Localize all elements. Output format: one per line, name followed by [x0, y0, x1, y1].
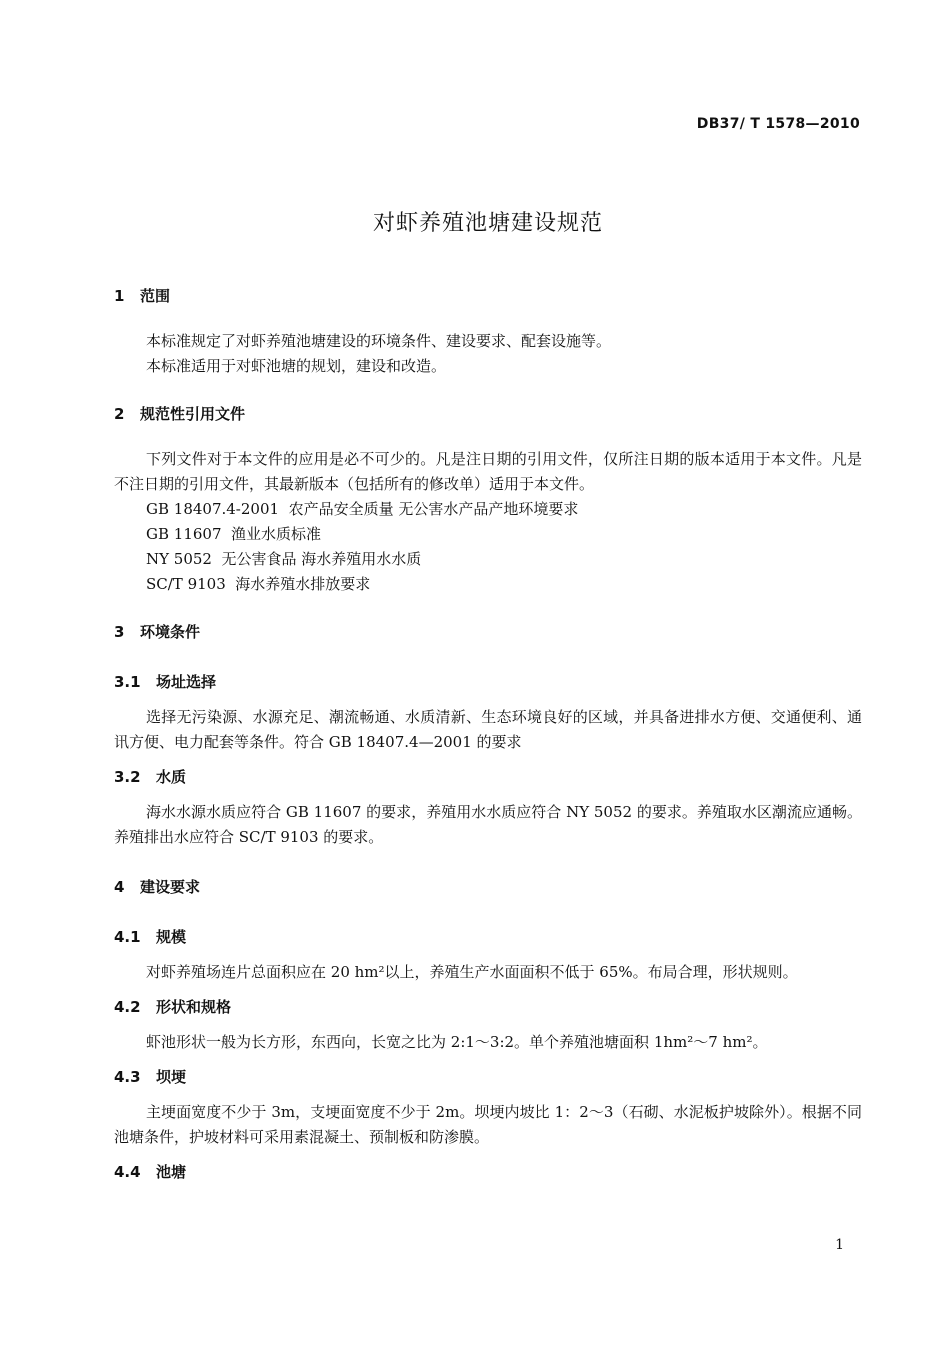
reference-item: GB 18407.4-2001 农产品安全质量 无公害水产品产地环境要求	[146, 500, 579, 518]
section-title: 环境条件	[140, 623, 201, 641]
subsection-heading-4-1	[114, 925, 862, 949]
paragraph: 虾池形状一般为长方形，东西向，长宽之比为 2:1～3:2。单个养殖池塘面积 1hm²～7 hm²。	[146, 1033, 768, 1051]
section-heading-4	[114, 875, 862, 899]
reference-item: NY 5052 无公害食品 海水养殖用水水质	[146, 550, 422, 568]
document-title: 对虾养殖池塘建设规范	[372, 211, 603, 236]
subsection-heading-4-2	[114, 995, 862, 1019]
subsection-heading-4-4	[114, 1160, 862, 1184]
reference-item: GB 11607 渔业水质标准	[146, 525, 322, 543]
subsection-title: 坝埂	[156, 1068, 187, 1086]
subsection-heading-3-1	[114, 670, 862, 694]
subsection-number: 4.3	[114, 1068, 141, 1086]
paragraph: 本标准适用于对虾池塘的规划，建设和改造。	[146, 357, 447, 375]
subsection-heading-3-2	[114, 765, 862, 789]
section-number: 1	[114, 287, 125, 305]
reference-item: SC/T 9103 海水养殖水排放要求	[146, 575, 371, 593]
section-title: 建设要求	[140, 878, 201, 896]
paragraph: 下列文件对于本文件的应用是必不可少的。凡是注日期的引用文件，仅所注日期的版本适用于本文件。凡是不注日期的引用文件，其最新版本（包括所有的修改单）适用于本文件。	[114, 450, 862, 493]
subsection-number: 4.1	[114, 928, 141, 946]
paragraph: 本标准规定了对虾养殖池塘建设的环境条件、建设要求、配套设施等。	[146, 332, 612, 350]
section-number: 2	[114, 405, 125, 423]
section-title: 范围	[140, 287, 171, 305]
subsection-title: 形状和规格	[156, 998, 232, 1016]
section-number: 4	[114, 878, 125, 896]
subsection-title: 规模	[156, 928, 187, 946]
subsection-number: 3.2	[114, 768, 141, 786]
section-heading-3	[114, 620, 862, 644]
paragraph: 主埂面宽度不少于 3m，支埂面宽度不少于 2m。坝埂内坡比 1：2～3（石砌、水泥板护坡除外）。根据不同池塘条件，护坡材料可采用素混凝土、预制板和防渗膜。	[114, 1103, 862, 1146]
section-heading-1	[114, 284, 862, 308]
paragraph: 海水水源水质应符合 GB 11607 的要求，养殖用水水质应符合 NY 5052 的要求。养殖取水区潮流应通畅。养殖排出水应符合 SC/T 9103 的要求。	[114, 803, 862, 846]
subsection-heading-4-3	[114, 1065, 862, 1089]
document-code: DB37/ T 1578—2010	[696, 116, 860, 132]
paragraph: 对虾养殖场连片总面积应在 20 hm²以上，养殖生产水面面积不低于 65%。布局合理，形状规则。	[146, 963, 798, 981]
section-title: 规范性引用文件	[140, 405, 246, 423]
paragraph: 选择无污染源、水源充足、潮流畅通、水质清新、生态环境良好的区域，并具备进排水方便、交通便利、通讯方便、电力配套等条件。符合 GB 18407.4—2001 的要求	[114, 708, 862, 751]
subsection-title: 水质	[156, 768, 187, 786]
page-number: 1	[835, 1237, 844, 1253]
document-body	[114, 284, 862, 1184]
section-number: 3	[114, 623, 125, 641]
subsection-number: 3.1	[114, 673, 141, 691]
subsection-number: 4.2	[114, 998, 141, 1016]
subsection-number: 4.4	[114, 1163, 141, 1181]
subsection-title: 池塘	[156, 1163, 187, 1181]
subsection-title: 场址选择	[156, 673, 217, 691]
section-heading-2	[114, 402, 862, 426]
